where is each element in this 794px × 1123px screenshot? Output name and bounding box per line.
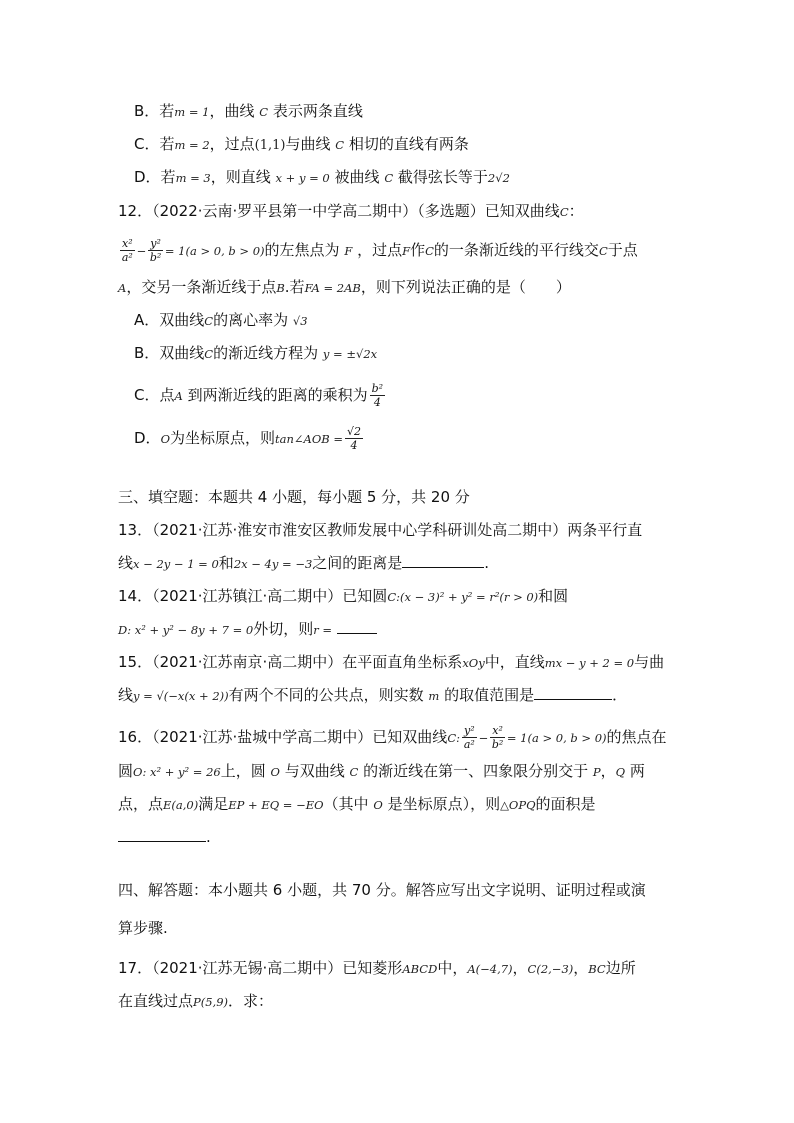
q16-line-4: . <box>118 827 211 847</box>
q13-line-2: 线x − 2y − 1 = 0和2x − 4y = −3之间的距离是 . <box>118 554 490 572</box>
q12-option-a: A．双曲线C的离心率为 √3 <box>134 311 308 329</box>
q13-line-1: 13．（2021·江苏·淮安市淮安区教师发展中心学科研训处高二期中）两条平行直 <box>118 521 643 539</box>
fraction-sqrt2-4: $\frac{√2}{4}$ <box>347 425 362 452</box>
fraction-y2-b2: $\frac{\text{y²}}{\text{b²}}$ <box>149 237 162 264</box>
answer-blank[interactable] <box>534 685 612 700</box>
answer-blank[interactable] <box>402 553 484 568</box>
section-3-heading: 三、填空题：本题共 4 小题，每小题 5 分，共 20 分 <box>118 488 470 506</box>
q12-option-b: B．双曲线C的渐近线方程为 y = ±√2x <box>134 344 378 362</box>
q12-stem-line-1: 12．（2022·云南·罗平县第一中学高二期中）（多选题）已知双曲线C： <box>118 202 584 220</box>
fraction-x2-b2: $\frac{\text{x²}}{\text{b²}}$ <box>491 724 504 751</box>
q11-option-b: B．若m = 1，曲线 C 表示两条直线 <box>134 102 363 120</box>
q17-line-2: 在直线过点P(5,9)．求： <box>118 992 274 1010</box>
section-4-heading-line-1: 四、解答题：本小题共 6 小题，共 70 分。解答应写出文字说明、证明过程或演 <box>118 881 646 899</box>
q11-option-c: C．若m = 2，过点(1,1)与曲线 C 相切的直线有两条 <box>134 135 469 153</box>
q16-line-1: 16．（2021·江苏·盐城中学高二期中）已知双曲线C: $\frac{\text{y²}}{\text{a²}}$ − $\frac{\text{x²}}{\text{b²}}$ = 1(a > 0, b > 0)的焦点在 <box>118 724 667 751</box>
q15-line-2: 线y = √(−x(x + 2))有两个不同的公共点，则实数 m 的取值范围是 ． <box>118 686 628 704</box>
q12-stem-line-2: $\frac{\text{x²}}{\text{a²}}$ − $\frac{\text{y²}}{\text{b²}}$ = 1(a > 0, b > 0)的左焦点为 F ，过点F作C的一条渐近线的平行线交C于点 <box>121 237 638 264</box>
q16-line-3: 点，点E(a,0)满足EP + EQ = −EO（其中 O 是坐标原点），则△OPQ的面积是 <box>118 795 596 813</box>
q12-option-d: D．O为坐标原点，则tan∠AOB = $\frac{√2}{4}$ <box>134 425 362 452</box>
fraction-y2-a2: $\frac{\text{y²}}{\text{a²}}$ <box>463 724 475 751</box>
q17-line-1: 17．（2021·江苏无锡·高二期中）已知菱形ABCD中，A(−4,7)，C(2,−3)，BC边所 <box>118 959 636 977</box>
q12-option-c: C．点A 到两渐近线的距离的乘积为 $\frac{\text{b²}}{4}$ <box>134 382 384 409</box>
q15-line-1: 15．（2021·江苏南京·高二期中）在平面直角坐标系xOy中，直线mx − y + 2 = 0与曲 <box>118 653 665 671</box>
q16-line-2: 圆O: x² + y² = 26上，圆 O 与双曲线 C 的渐近线在第一、四象限分别交于 P，Q 两 <box>118 762 645 780</box>
q14-line-2: D: x² + y² − 8y + 7 = 0外切，则r = <box>118 619 377 640</box>
answer-blank[interactable] <box>337 619 377 634</box>
fraction-x2-a2: $\frac{\text{x²}}{\text{a²}}$ <box>121 237 133 264</box>
q14-line-1: 14．（2021·江苏镇江·高二期中）已知圆C:(x − 3)² + y² = r²(r > 0)和圆 <box>118 587 569 605</box>
q11-option-d: D．若m = 3，则直线 x + y = 0 被曲线 C 截得弦长等于2√2 <box>134 168 510 186</box>
fraction-b2-4: $\frac{\text{b²}}{4}$ <box>371 382 384 409</box>
answer-blank[interactable] <box>118 827 206 842</box>
q12-stem-line-3: A，交另一条渐近线于点B.若FA = 2AB，则下列说法正确的是（ ） <box>118 278 571 296</box>
section-4-heading-line-2: 算步骤. <box>118 919 168 937</box>
